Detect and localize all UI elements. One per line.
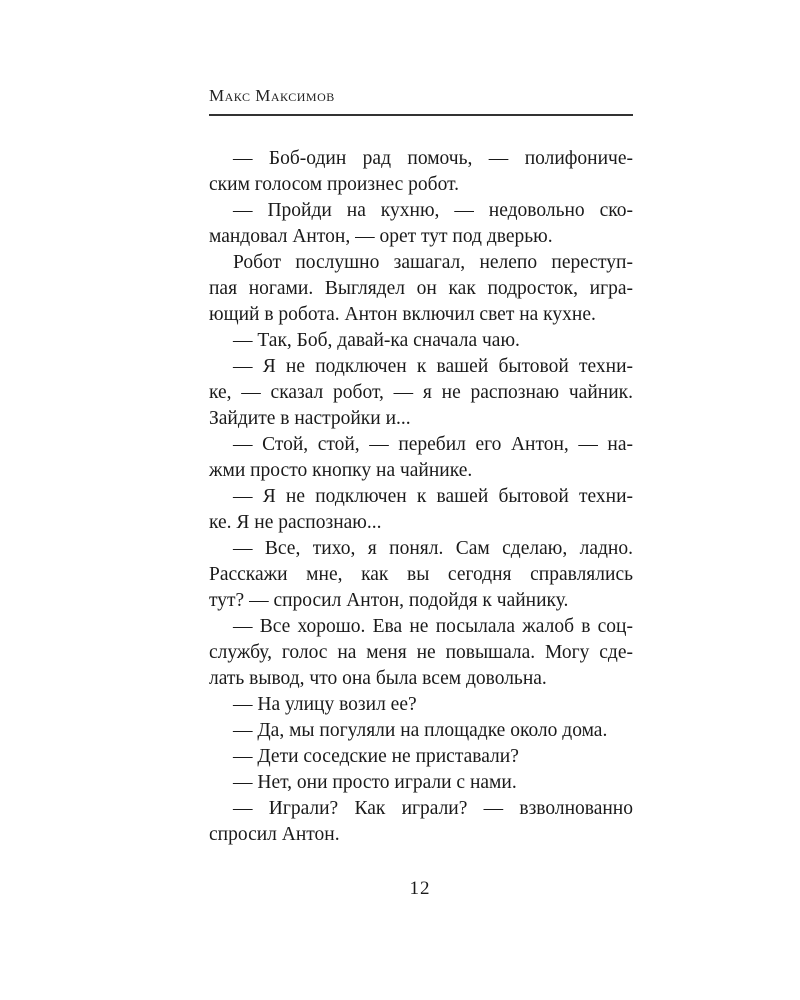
page-number: 12 (409, 878, 431, 899)
body-text (209, 146, 633, 848)
text-line: лать вывод, что она была всем довольна. (209, 668, 547, 689)
text-line: — Пройди на кухню, — недовольно ско- (233, 200, 633, 221)
text-line: — Нет, они просто играли с нами. (233, 772, 517, 793)
text-line: — Боб-один рад помочь, — полифониче- (233, 148, 633, 169)
text-line: — Так, Боб, давай-ка сначала чаю. (233, 330, 520, 351)
text-line: — Дети соседские не приставали? (233, 746, 519, 767)
text-line: ке. Я не распознаю... (209, 512, 382, 533)
text-line: службу, голос на меня не повышала. Могу сде- (209, 642, 633, 663)
text-line: спросил Антон. (209, 824, 340, 845)
text-line: ским голосом произнес робот. (209, 174, 460, 195)
text-line: — Да, мы погуляли на площадке около дома. (233, 720, 608, 741)
text-line: — На улицу возил ее? (233, 694, 417, 715)
text-line: — Я не подключен к вашей бытовой техни- (233, 486, 633, 507)
text-line: ке, — сказал робот, — я не распознаю чайник. (209, 382, 633, 403)
paragraph (209, 796, 633, 848)
text-line: — Я не подключен к вашей бытовой техни- (233, 356, 633, 377)
text-line: мандовал Антон, — орет тут под дверью. (209, 226, 553, 247)
paragraph (209, 536, 633, 614)
text-line: — Все хорошо. Ева не посылала жалоб в соц- (233, 616, 633, 637)
paragraph (209, 328, 633, 354)
text-line: тут? — спросил Антон, подойдя к чайнику. (209, 590, 569, 611)
text-line: Расскажи мне, как вы сегодня справлялись (209, 564, 633, 585)
text-line: ющий в робота. Антон включил свет на кухне. (209, 304, 596, 325)
paragraph (209, 354, 633, 432)
text-line: — Стой, стой, — перебил его Антон, — на- (233, 434, 633, 455)
paragraph (209, 198, 633, 250)
header-rule (209, 114, 633, 116)
text-line: Зайдите в настройки и... (209, 408, 411, 429)
text-line: — Играли? Как играли? — взволнованно (233, 798, 633, 819)
running-head-author: Макс Максимов (209, 86, 335, 105)
paragraph (209, 146, 633, 198)
paragraph (209, 250, 633, 328)
paragraph (209, 432, 633, 484)
paragraph (209, 484, 633, 536)
paragraph (209, 692, 633, 718)
paragraph (209, 770, 633, 796)
text-line: — Все, тихо, я понял. Сам сделаю, ладно. (233, 538, 633, 559)
paragraph (209, 744, 633, 770)
text-line: жми просто кнопку на чайнике. (209, 460, 473, 481)
text-line: пая ногами. Выглядел он как подросток, игра- (209, 278, 633, 299)
paragraph (209, 718, 633, 744)
paragraph (209, 614, 633, 692)
text-line: Робот послушно зашагал, нелепо переступ- (233, 252, 633, 273)
